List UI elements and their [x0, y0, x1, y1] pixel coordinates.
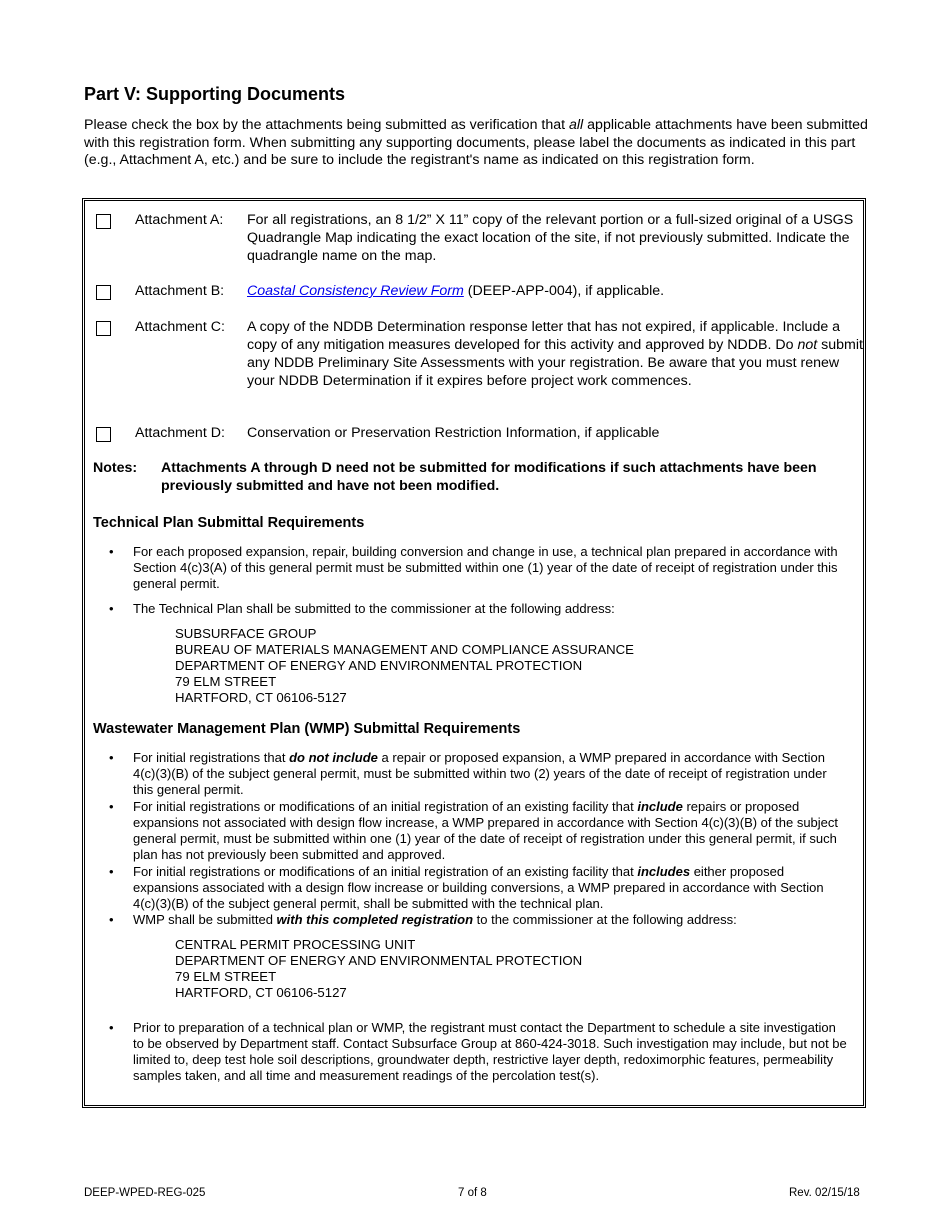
address-line: HARTFORD, CT 06106-5127 [175, 690, 347, 705]
attachment-b-label: Attachment B: [135, 283, 225, 299]
wmp-bullet-4-text [133, 912, 849, 928]
address-line: HARTFORD, CT 06106-5127 [175, 985, 347, 1000]
wmp-bullet-4-start: WMP shall be submitted [133, 912, 277, 927]
attachment-d-text: Conservation or Preservation Restriction Information, if applicable [247, 425, 660, 441]
technical-plan-heading: Technical Plan Submittal Requirements [93, 515, 365, 531]
address-line: DEPARTMENT OF ENERGY AND ENVIRONMENTAL PROTECTION [175, 953, 583, 968]
bullet-icon: • [109, 799, 114, 814]
attachment-a-checkbox[interactable] [96, 214, 111, 229]
wmp-bullet-3-emphasis: includes [637, 864, 691, 879]
bullet-icon: • [109, 544, 114, 559]
wmp-bullet-2-emphasis: include [637, 799, 683, 814]
intro-text: Please check the box by the attachments being submitted as verification that [84, 117, 570, 133]
bullet-icon: • [109, 1020, 114, 1035]
wmp-bullet-1-start: For initial registrations that [133, 750, 290, 765]
attachment-c-checkbox[interactable] [96, 321, 111, 336]
wmp-bullet-2-start: For initial registrations or modifications of an initial registration of an existing facility that [133, 799, 638, 814]
address-line: CENTRAL PERMIT PROCESSING UNIT [175, 937, 416, 952]
notes-label: Notes: [93, 460, 138, 476]
address-line: BUREAU OF MATERIALS MANAGEMENT AND COMPLIANCE ASSURANCE [175, 642, 634, 657]
attachment-d-label: Attachment D: [135, 425, 225, 441]
address-line: 79 ELM STREET [175, 674, 277, 689]
footer-revision: Rev. 02/15/18 [789, 1187, 860, 1199]
wmp-bullet-1-rest: a repair or proposed expansion, a WMP prepared in accordance with Section 4(c)(3)(B) of the subject general permit, must be submitted within two (2) years of the date of receipt of registration under this general permit. [133, 750, 827, 797]
attachment-a-label: Attachment A: [135, 212, 224, 228]
attachment-d-checkbox[interactable] [96, 427, 111, 442]
notes-text: Attachments A through D need not be submitted for modifications if such attachments have been previously submitted and have not been modified. [161, 460, 817, 494]
wmp-bullet-4-emphasis: with this completed registration [276, 912, 474, 927]
attachment-c-emphasis: not [797, 337, 818, 353]
wmp-bullet-3-start: For initial registrations or modifications of an initial registration of an existing facility that [133, 864, 638, 879]
technical-bullet-2-text: The Technical Plan shall be submitted to the commissioner at the following address: [133, 601, 615, 616]
wmp-bullet-3-rest: either proposed expansions associated with a design flow increase or building conversions, a WMP prepared in accordance with Section 4(c)(3)(B) of the subject general permit, shall be submitted with the technical plan. [133, 864, 824, 911]
intro-text-rest: applicable attachments have been submitted with this registration form. When submitting any supporting documents, please label the documents as indicated in this part (e.g., Attachment A, etc.) and be sure to include the registrant's name as indicated on this registration form. [84, 117, 868, 168]
attachment-b-text-rest: (DEEP-APP-004), if applicable. [463, 283, 665, 299]
attachment-c-label: Attachment C: [135, 319, 225, 335]
address-line: DEPARTMENT OF ENERGY AND ENVIRONMENTAL PROTECTION [175, 658, 583, 673]
attachment-a-text: For all registrations, an 8 1/2” X 11” copy of the relevant portion or a full-sized original of a USGS Quadrangle Map indicating the exact location of the site, if not previously submitted. Indicate the quadrangle name on the map. [247, 212, 854, 264]
wmp-bullet-4-rest: to the commissioner at the following address: [473, 912, 737, 927]
footer-form-id: DEEP-WPED-REG-025 [84, 1187, 206, 1199]
wmp-bullet-1-text [133, 750, 849, 798]
wmp-bullet-1-emphasis: do not include [289, 750, 378, 765]
attachment-b-text [247, 282, 863, 300]
attachment-c-text-start: A copy of the NDDB Determination response letter that has not expired, if applicable. Include a copy of any mitigation measures developed for this activity and approved by NDDB. Do [247, 319, 841, 353]
address-line: 79 ELM STREET [175, 969, 277, 984]
intro-paragraph [84, 117, 874, 170]
attachments-box [82, 198, 866, 1108]
wmp-bullet-2-rest: repairs or proposed expansions not associated with design flow increase, a WMP prepared in accordance with Section 4(c)(3)(B) of the subject general permit, must be submitted within one (1) year of the date of receipt of registration under this general permit, if such plan has not previously been submitted and approved. [133, 799, 839, 862]
attachment-b-checkbox[interactable] [96, 285, 111, 300]
bullet-icon: • [109, 601, 114, 616]
address-line: SUBSURFACE GROUP [175, 626, 317, 641]
intro-emphasis: all [569, 117, 584, 133]
technical-bullet-1-text: For each proposed expansion, repair, building conversion and change in use, a technical plan prepared in accordance with Section 4(c)3(A) of this general permit must be submitted within one (1) year of the date of receipt of registration under this general permit. [133, 544, 838, 591]
wmp-bullet-2-text [133, 799, 849, 863]
attachment-c-text [247, 318, 863, 390]
attachment-c-text-rest: submit any NDDB Preliminary Site Assessments with your registration. Be aware that you must renew your NDDB Determination if it expires before project work commences. [247, 337, 863, 389]
wmp-bullet-5-text: Prior to preparation of a technical plan or WMP, the registrant must contact the Department to schedule a site investigation to be observed by Department staff. Contact Subsurface Group at 860-424-3018. Such investigation may include, but not be limited to, deep test hole soil descriptions, groundwater depth, restrictive layer depth, redoximorphic features, permeability samples taken, and all time and measurement readings of the percolation test(s). [133, 1020, 847, 1083]
bullet-icon: • [109, 864, 114, 879]
bullet-icon: • [109, 912, 114, 927]
wmp-address [175, 937, 582, 1001]
coastal-review-form-link[interactable]: Coastal Consistency Review Form [247, 283, 464, 299]
wmp-bullet-3-text [133, 864, 849, 912]
footer-page-number: 7 of 8 [458, 1187, 487, 1199]
page-title: Part V: Supporting Documents [84, 84, 346, 104]
wmp-heading: Wastewater Management Plan (WMP) Submittal Requirements [93, 721, 521, 737]
technical-address [175, 626, 634, 706]
bullet-icon: • [109, 750, 114, 765]
